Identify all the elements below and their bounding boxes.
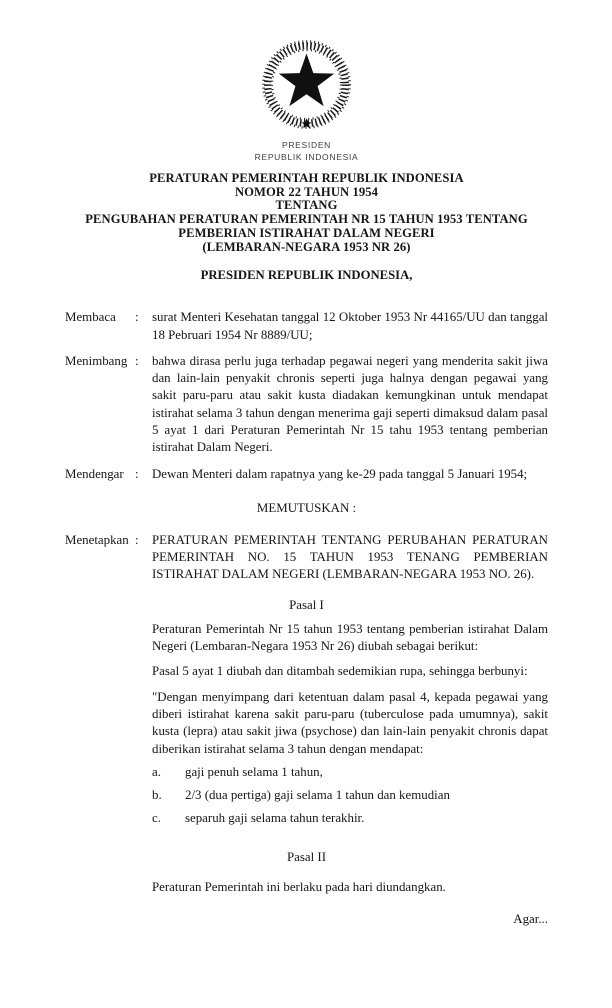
title-line: PEMBERIAN ISTIRAHAT DALAM NEGERI xyxy=(178,225,435,240)
article-paragraph: Peraturan Pemerintah Nr 15 tahun 1953 tentang pemberian istirahat Dalam Negeri (Lembaran-Negara 1953 Nr 26) diubah sebagai berikut: xyxy=(152,621,548,654)
list-marker: a. xyxy=(152,764,161,779)
preamble-row-membaca xyxy=(65,309,548,344)
article-heading-pasal-2: Pasal II xyxy=(286,849,327,864)
list-marker: b. xyxy=(152,788,162,803)
preamble-label: Menimbang xyxy=(65,353,128,368)
preamble-text: surat Menteri Kesehatan tanggal 12 Oktober 1953 Nr 44165/UU dan tanggal 18 Pebruari 1954 Nr 8889/UU; xyxy=(152,310,548,342)
article-heading-pasal-1: Pasal I xyxy=(289,597,324,612)
presidential-star-wreath-icon xyxy=(258,120,355,137)
preamble-row-menimbang xyxy=(65,353,548,457)
title-line: PENGUBAHAN PERATURAN PEMERINTAH NR 15 TAHUN 1953 TENTANG xyxy=(85,212,528,227)
article-paragraph: Pasal 5 ayat 1 diubah dan ditambah sedemikian rupa, sehingga berbunyi: xyxy=(152,664,528,679)
list-marker: c. xyxy=(152,811,161,826)
seal-caption-presiden: PRESIDEN xyxy=(281,140,332,150)
list-item xyxy=(152,787,548,804)
preamble-text: Dewan Menteri dalam rapatnya yang ke-29 pada tanggal 5 Januari 1954; xyxy=(152,466,528,481)
salutation: PRESIDEN REPUBLIK INDONESIA, xyxy=(200,268,413,283)
article-paragraph: Peraturan Pemerintah ini berlaku pada hari diundangkan. xyxy=(152,879,446,894)
article-paragraph: "Dengan menyimpang dari ketentuan dalam pasal 4, kepada pegawai yang diberi istirahat karena sakit paru-paru (tuberculose pada umumnya), sakit kusta (lepra) atau sakit jiwa (psychose) dan lain-lain penyakit chronis dapat diberikan istirahat selama 3 tahun dengan mendapat: xyxy=(152,689,548,756)
decision-heading: MEMUTUSKAN : xyxy=(256,500,357,515)
page-continuation-marker: Agar... xyxy=(513,912,548,927)
preamble-label: Membaca xyxy=(65,310,116,325)
list-text: separuh gaji selama tahun terakhir. xyxy=(185,811,365,826)
document-title xyxy=(65,172,548,254)
list-text: gaji penuh selama 1 tahun, xyxy=(185,764,323,779)
preamble xyxy=(65,309,548,483)
colon-separator: : xyxy=(135,466,139,481)
list-text: 2/3 (dua pertiga) gaji selama 1 tahun dan kemudian xyxy=(185,788,450,803)
title-line: TENTANG xyxy=(275,198,338,213)
list-item xyxy=(152,810,548,827)
title-line: NOMOR 22 TAHUN 1954 xyxy=(234,184,379,199)
colon-separator: : xyxy=(135,310,139,325)
title-line: (LEMBARAN-NEGARA 1953 NR 26) xyxy=(202,239,411,254)
colon-separator: : xyxy=(135,353,139,368)
enactment-label: Menetapkan xyxy=(65,532,129,547)
list-item xyxy=(152,764,548,781)
enactment-row-menetapkan xyxy=(65,532,548,584)
preamble-label: Mendengar xyxy=(65,466,124,481)
benefit-list xyxy=(65,764,548,828)
preamble-text: bahwa dirasa perlu juga terhadap pegawai negeri yang menderita sakit jiwa dan lain-lain penyakit chronis seperti juga halnya dengan pegawai yang sakit paru-paru atau sakit kusta diadakan kemungkinan untuk mendapat istirahat selama 3 tahun dengan menerima gaji seperti dimaksud dalam pasal 5 ayat 1 dari Peraturan Pemerintah Nr 15 tahu 1953 tentang pemberian istirahat Dalam Negeri. xyxy=(152,353,548,455)
seal-caption-republik-indonesia: REPUBLIK INDONESIA xyxy=(254,151,359,162)
title-line: PERATURAN PEMERINTAH REPUBLIK INDONESIA xyxy=(149,171,464,185)
letterhead xyxy=(65,0,548,163)
colon-separator: : xyxy=(135,532,139,547)
enactment-text: PERATURAN PEMERINTAH TENTANG PERUBAHAN PERATURAN PEMERINTAH NO. 15 TAHUN 1953 TENANG PEMBERIAN ISTIRAHAT DALAM NEGERI (LEMBARAN-NEGARA 1953 NO. 26). xyxy=(152,532,548,582)
preamble-row-mendengar xyxy=(65,466,548,483)
